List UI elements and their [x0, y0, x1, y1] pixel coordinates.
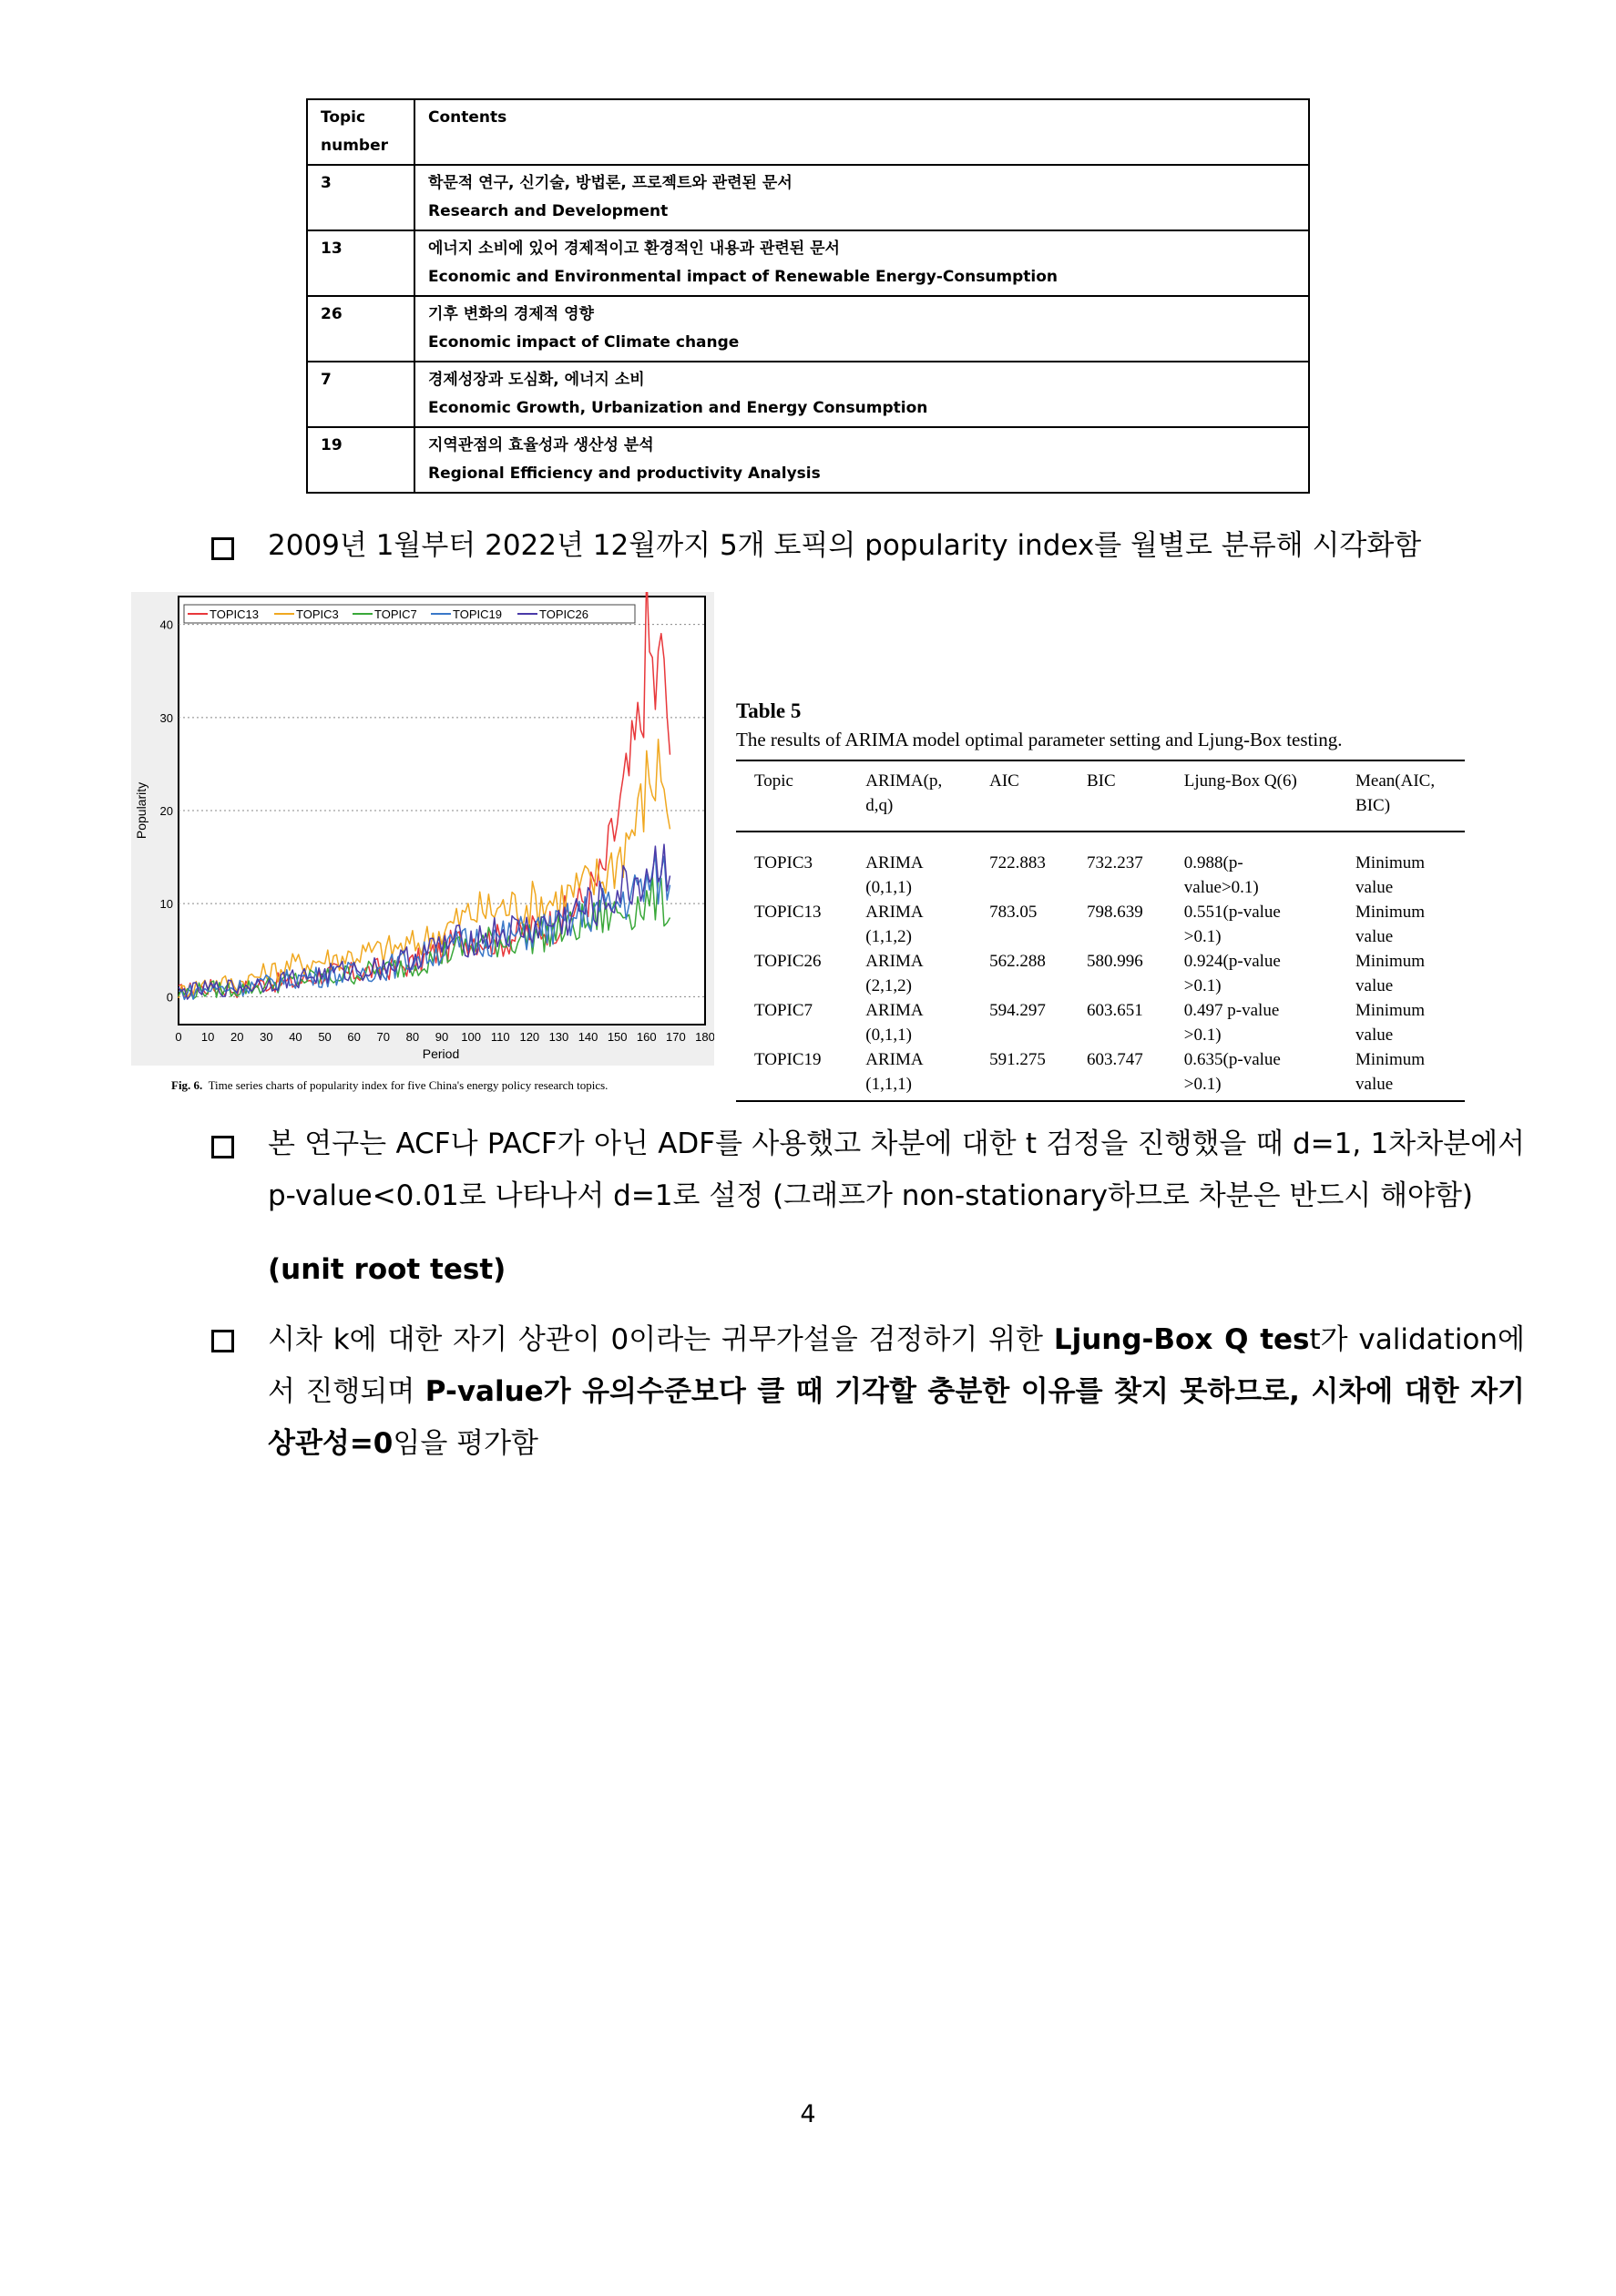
header-contents: Contents [414, 99, 1309, 165]
y-axis-label: Popularity [134, 781, 148, 840]
arima-cell: 0.551(p-value >0.1) [1183, 903, 1281, 946]
x-tick-label: 160 [636, 1030, 657, 1044]
x-tick-label: 180 [695, 1030, 714, 1044]
arima-header [736, 760, 1465, 832]
arima-cell: ARIMA (0,1,1) [865, 1001, 924, 1045]
arima-cell: 580.996 [1086, 952, 1143, 971]
arima-cell: 0.988(p- value>0.1) [1183, 853, 1259, 897]
y-tick-label: 30 [159, 710, 173, 725]
checkbox-bullet-icon [211, 1330, 234, 1352]
arima-cell: Minimum value [1337, 1047, 1465, 1101]
table-row [736, 998, 1465, 1047]
arima-header-cell: Ljung-Box Q(6) [1166, 760, 1337, 832]
table-row [736, 900, 1465, 949]
arima-cell: 603.651 [1086, 1001, 1143, 1020]
checkbox-bullet-icon [211, 537, 234, 560]
x-tick-label: 80 [405, 1030, 420, 1044]
figure-caption: Fig. 6. Time series charts of popularity index for five China's energy policy research topics. [171, 1078, 609, 1092]
x-tick-label: 130 [548, 1030, 569, 1044]
table-row [736, 832, 1465, 900]
arima-cell: 591.275 [971, 1047, 1069, 1101]
table-row: 19 지역관점의 효율성과 생산성 분석 Regional Efficiency and productivity Analysis [307, 427, 1309, 493]
arima-cell: Minimum value [1355, 952, 1426, 995]
x-tick-label: 20 [230, 1030, 244, 1044]
arima-cell: ARIMA (0,1,1) [865, 853, 924, 897]
table-row: 26 기후 변화의 경제적 영향 Economic impact of Climate change [307, 296, 1309, 362]
x-tick-label: 100 [461, 1030, 481, 1044]
arima-header-cell: Topic [736, 760, 847, 832]
topic-table-header [307, 99, 1309, 165]
x-tick-label: 120 [519, 1030, 540, 1044]
popularity-chart [131, 592, 714, 1066]
x-tick-label: 140 [578, 1030, 598, 1044]
arima-cell: ARIMA (1,1,2) [865, 903, 924, 946]
x-tick-label: 90 [435, 1030, 449, 1044]
bullet-text-1: 2009년 1월부터 2022년 12월까지 5개 토픽의 popularity index를 월별로 분류해 시각화함 [268, 529, 1422, 562]
x-tick-label: 40 [289, 1030, 302, 1044]
arima-body [736, 832, 1465, 1101]
x-tick-label: 70 [376, 1030, 391, 1044]
arima-cell: TOPIC26 [754, 952, 822, 971]
arima-cell: Minimum value [1355, 903, 1426, 946]
x-tick-label: 170 [666, 1030, 686, 1044]
y-tick-labels [160, 618, 173, 1005]
arima-cell: TOPIC7 [754, 1001, 813, 1020]
table-row: 13 에너지 소비에 있어 경제적이고 환경적인 내용과 관련된 문서 Economic and Environmental impact of Renewable Energy-Consumption [307, 230, 1309, 296]
table-row: 7 경제성장과 도심화, 에너지 소비 Economic Growth, Urbanization and Energy Consumption [307, 362, 1309, 427]
legend-label: TOPIC13 [210, 607, 259, 621]
arima-cell: Minimum value [1355, 1001, 1426, 1045]
table5-caption: The results of ARIMA model optimal parameter setting and Ljung-Box testing. [736, 729, 1343, 750]
x-tick-label: 10 [200, 1030, 215, 1044]
arima-cell: TOPIC3 [754, 853, 813, 872]
x-tick-label: 150 [607, 1030, 628, 1044]
page-number: 4 [800, 2100, 816, 2128]
arima-cell: 732.237 [1086, 853, 1143, 872]
arima-cell: ARIMA (2,1,2) [865, 952, 924, 995]
arima-table [736, 760, 1465, 1102]
arima-cell: 722.883 [989, 853, 1046, 872]
x-tick-label: 50 [318, 1030, 332, 1044]
arima-cell: 798.639 [1086, 903, 1143, 922]
x-tick-label: 30 [260, 1030, 273, 1044]
x-axis-label: Period [422, 1046, 460, 1061]
arima-cell: Minimum value [1355, 853, 1426, 897]
y-tick-label: 40 [159, 617, 173, 632]
arima-cell: 0.635(p-value >0.1) [1166, 1047, 1337, 1101]
table-row: 3 학문적 연구, 신기술, 방법론, 프로젝트와 관련된 문서 Research and Development [307, 165, 1309, 230]
arima-cell: 594.297 [989, 1001, 1046, 1020]
arima-header-cell: BIC [1069, 760, 1166, 832]
table-row [736, 949, 1465, 998]
legend-label: TOPIC7 [374, 607, 417, 621]
x-tick-label: 110 [490, 1030, 510, 1044]
legend-label: TOPIC26 [539, 607, 588, 621]
arima-cell: ARIMA (1,1,1) [847, 1047, 971, 1101]
y-tick-label: 10 [159, 897, 173, 912]
x-tick-labels [175, 1030, 714, 1044]
arima-header-cell: AIC [971, 760, 1069, 832]
legend [184, 605, 635, 623]
x-tick-label: 60 [347, 1030, 361, 1044]
arima-cell: 783.05 [989, 903, 1038, 922]
arima-cell: 0.497 p-value >0.1) [1183, 1001, 1280, 1045]
bullet-text-3: 시차 k에 대한 자기 상관이 0이라는 귀무가설을 검정하기 위한 Ljung-Box Q test가 validation에서 진행되며 P-value가 유의수준보다 클 때 기각할 충분한 이유를 찾지 못하므로, 시차에 대한 자기상관성=0임을 평가함 [268, 1323, 1525, 1460]
legend-label: TOPIC3 [296, 607, 339, 621]
y-tick-label: 0 [166, 990, 173, 1005]
arima-cell: 0.924(p-value >0.1) [1183, 952, 1281, 995]
x-tick-label: 0 [175, 1030, 182, 1044]
chart-svg [131, 592, 714, 1066]
arima-cell: TOPIC13 [754, 903, 822, 922]
arima-header-cell: ARIMA(p, d,q) [847, 760, 971, 832]
unit-root-note: (unit root test) [268, 1253, 506, 1286]
bullet-text-2: 본 연구는 ACF나 PACF가 아닌 ADF를 사용했고 차분에 대한 t 검정을 진행했을 때 d=1, 1차차분에서 p-value<0.01로 나타나서 d=1로 설정 (그래프가 non-stationary하므로 차분은 반드시 해야함) [268, 1128, 1525, 1212]
y-tick-label: 20 [159, 804, 173, 818]
table-row [736, 1047, 1465, 1101]
checkbox-bullet-icon [211, 1136, 234, 1158]
header-topic-number: Topic number [307, 99, 414, 165]
arima-cell: 562.288 [989, 952, 1046, 971]
table5-label: Table 5 [736, 699, 802, 722]
legend-label: TOPIC19 [453, 607, 502, 621]
arima-header-cell: Mean(AIC, BIC) [1337, 760, 1465, 832]
arima-cell: 603.747 [1069, 1047, 1166, 1101]
arima-cell: TOPIC19 [736, 1047, 847, 1101]
topic-table [306, 98, 1310, 494]
